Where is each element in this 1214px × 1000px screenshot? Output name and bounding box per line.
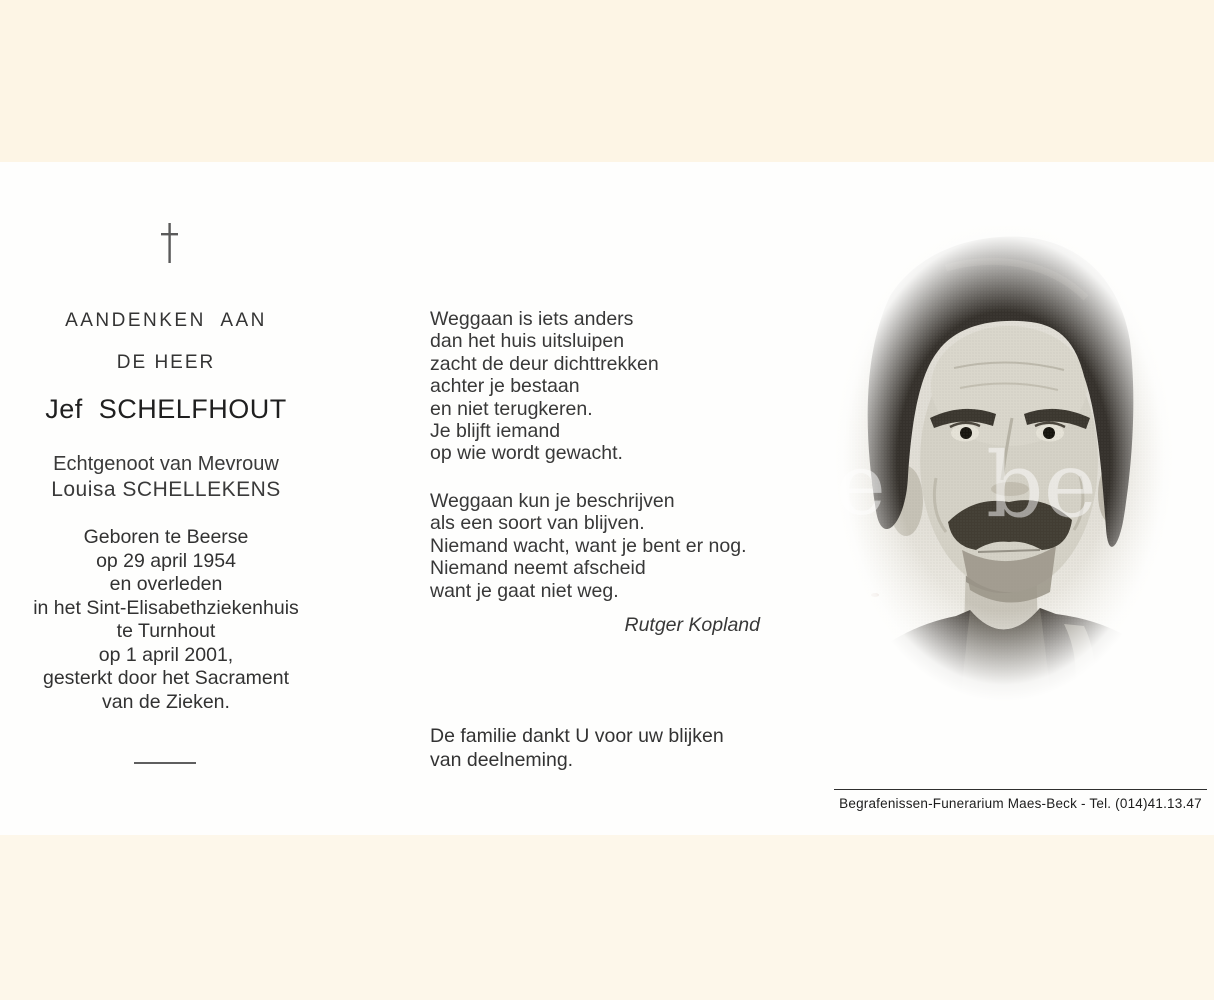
cross-icon <box>152 221 188 267</box>
life-detail-line: Geboren te Beerse <box>83 526 249 548</box>
poem-line: en niet terugkeren. <box>430 397 593 420</box>
poem-stanza-1 <box>430 308 659 465</box>
life-detail-line: gesterkt door het Sacrament <box>42 667 290 689</box>
funeral-home-text: Begrafenissen-Funerarium Maes-Beck - Tel. (014)41.13.47 <box>839 796 1202 811</box>
life-detail-line: op 1 april 2001, <box>98 643 234 666</box>
poem-line: zacht de deur dichttrekken <box>430 352 659 375</box>
life-detail-line: van de Zieken. <box>102 690 230 713</box>
life-detail-line: op 29 april 1954 <box>96 549 236 572</box>
poem-line: Je blijft iemand <box>430 420 561 443</box>
poem-line: Niemand wacht, want je bent er nog. <box>430 534 747 557</box>
top-margin-band <box>0 0 1214 162</box>
thanks-block <box>430 725 724 772</box>
poem-line: dan het huis uitsluipen <box>430 330 625 353</box>
honorific-label: DE HEER <box>116 352 216 373</box>
funeral-home-footer <box>834 789 1207 811</box>
poem-line: Weggaan is iets anders <box>430 308 634 330</box>
poem-author: Rutger Kopland <box>624 614 760 636</box>
poem-line: Niemand neemt afscheid <box>430 557 646 580</box>
spouse-line: Echtgenoot van Mevrouw <box>53 453 279 475</box>
watermark-fragment: be <box>986 433 1097 538</box>
spouse-block <box>6 451 326 503</box>
life-detail-line: in het Sint-Elisabethziekenhuis <box>33 596 299 619</box>
poem-line: achter je bestaan <box>430 375 580 398</box>
divider-line <box>134 762 196 764</box>
poem-line: op wie wordt gewacht. <box>430 442 623 465</box>
life-detail-line: te Turnhout <box>116 620 216 642</box>
poem-line: als een soort van blijven. <box>430 512 645 535</box>
deceased-name: Jef SCHELFHOUT <box>45 394 287 424</box>
memorial-card <box>0 162 1214 835</box>
thanks-line: van deelneming. <box>430 748 574 771</box>
portrait-photo <box>828 226 1200 716</box>
life-details-block <box>6 526 326 714</box>
watermark-fragment: e <box>836 436 886 534</box>
poem-line: Weggaan kun je beschrijven <box>430 490 675 512</box>
poem-line: want je gaat niet weg. <box>430 579 619 602</box>
poem-stanza-2 <box>430 490 747 602</box>
life-detail-line: en overleden <box>109 573 223 595</box>
bottom-margin-band <box>0 835 1214 1000</box>
spouse-name: Louisa SCHELLEKENS <box>51 478 281 501</box>
thanks-line: De familie dankt U voor uw blijken <box>430 725 724 747</box>
memorial-label: AANDENKEN AAN <box>65 310 267 331</box>
